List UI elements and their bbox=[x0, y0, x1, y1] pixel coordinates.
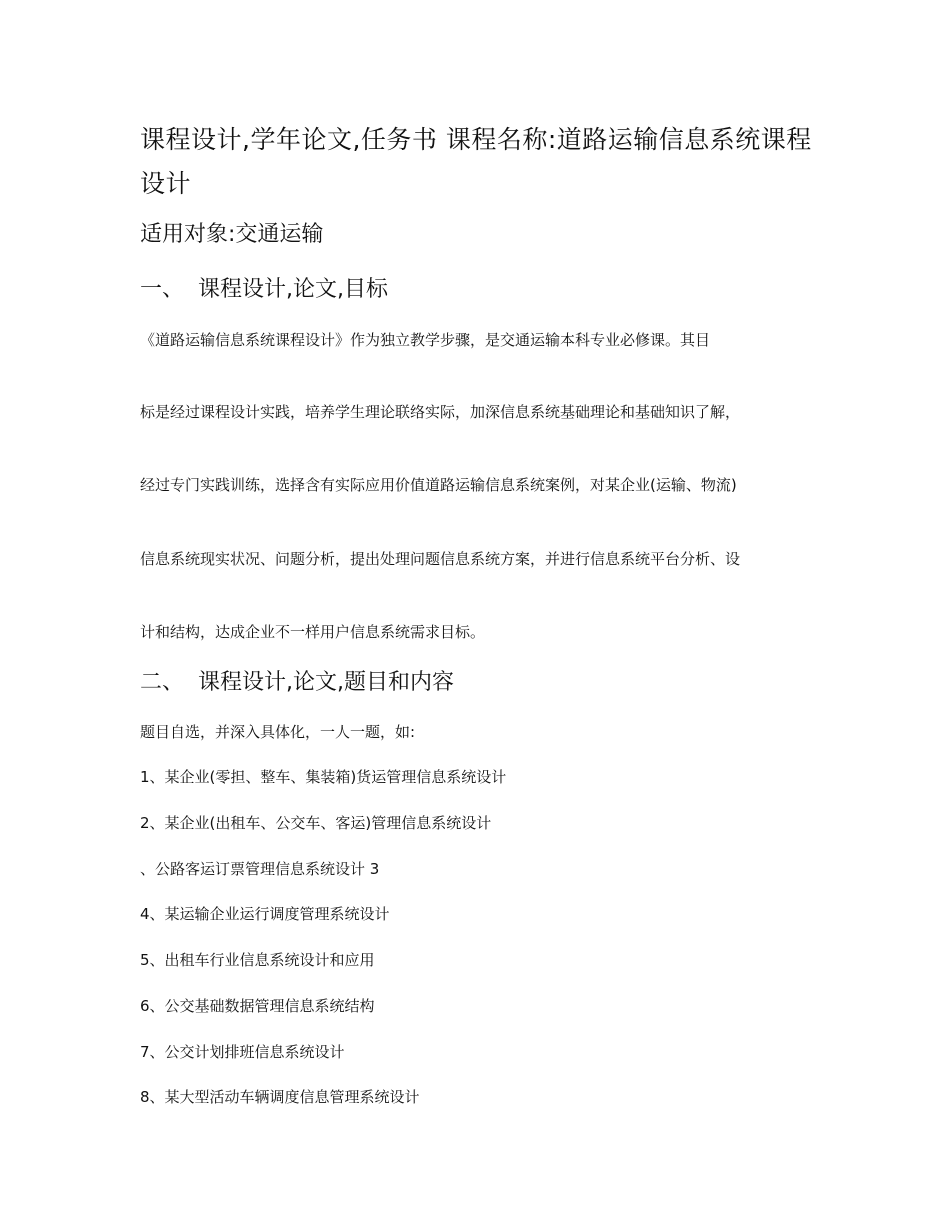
document-title: 课程设计,学年论文,任务书 课程名称:道路运输信息系统课程设计 bbox=[140, 125, 812, 198]
list-item: 5、出租车行业信息系统设计和应用 bbox=[140, 951, 375, 969]
goals-paragraph-5: 计和结构，达成企业不一样用户信息系统需求目标。 bbox=[140, 623, 486, 641]
topics-intro: 题目自选，并深入具体化，一人一题，如: bbox=[140, 723, 416, 741]
list-item: 1、某企业(零担、整车、集装箱)货运管理信息系统设计 bbox=[140, 768, 507, 786]
goals-paragraph-3: 经过专门实践训练，选择含有实际应用价值道路运输信息系统案例，对某企业(运输、物流) bbox=[140, 476, 737, 494]
target-audience: 适用对象:交通运输 bbox=[140, 222, 324, 247]
list-item: 8、某大型活动车辆调度信息管理系统设计 bbox=[140, 1088, 420, 1106]
goals-paragraph-1: 《道路运输信息系统课程设计》作为独立教学步骤，是交通运输本科专业必修课。其目 bbox=[140, 331, 711, 349]
goals-paragraph-2: 标是经过课程设计实践，培养学生理论联络实际，加深信息系统基础理论和基础知识了解， bbox=[140, 403, 741, 421]
list-item: 4、某运输企业运行调度管理系统设计 bbox=[140, 905, 390, 923]
section-number: 一、 bbox=[140, 277, 185, 302]
list-item: 、公路客运订票管理信息系统设计 3 bbox=[140, 860, 380, 878]
section-heading-goals bbox=[140, 273, 388, 307]
list-item: 7、公交计划排班信息系统设计 bbox=[140, 1043, 345, 1061]
list-item: 2、某企业(出租车、公交车、客运)管理信息系统设计 bbox=[140, 814, 492, 832]
goals-paragraph-4: 信息系统现实状况、问题分析，提出处理问题信息系统方案，并进行信息系统平台分析、设 bbox=[140, 550, 741, 568]
section-title: 课程设计,论文,目标 bbox=[198, 277, 388, 302]
section-title: 课程设计,论文,题目和内容 bbox=[198, 670, 454, 695]
list-item: 6、公交基础数据管理信息系统结构 bbox=[140, 997, 375, 1015]
section-number: 二、 bbox=[140, 670, 185, 695]
section-heading-topics bbox=[140, 666, 454, 700]
